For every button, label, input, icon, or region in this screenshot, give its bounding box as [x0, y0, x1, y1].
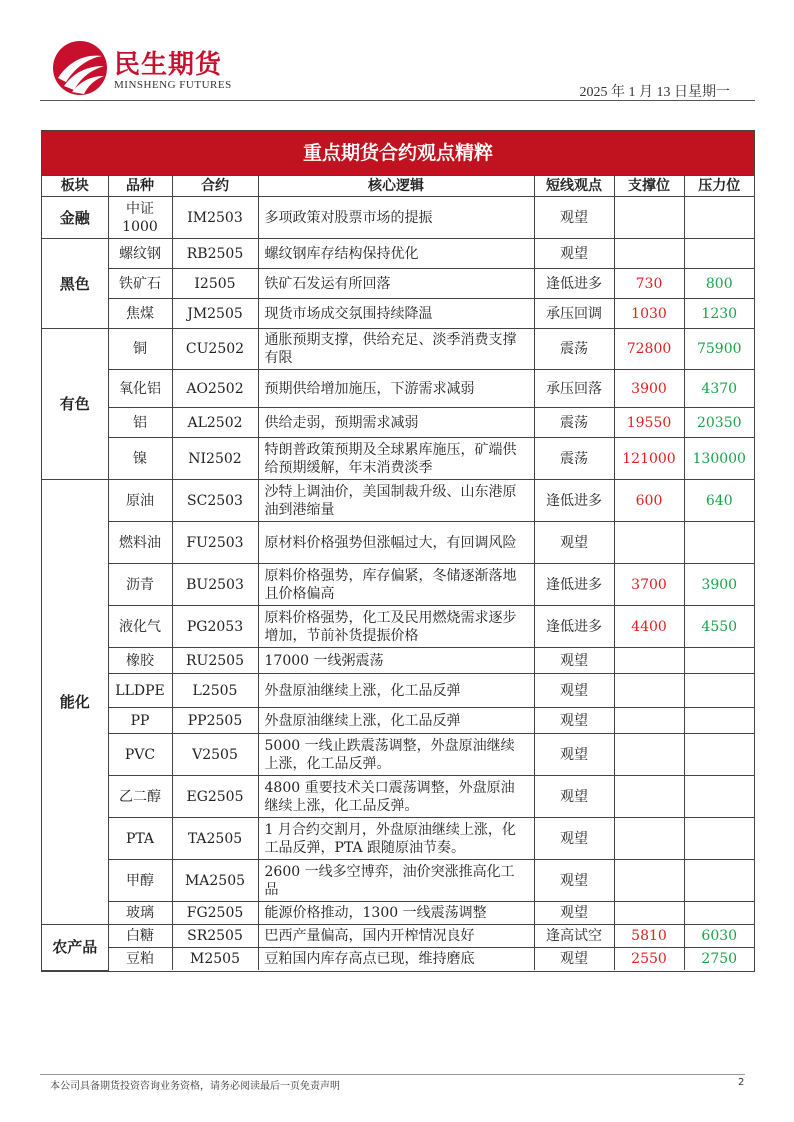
- resistance-cell: 4550: [684, 606, 754, 648]
- view-cell: 观望: [534, 522, 614, 564]
- table-row: [42, 708, 754, 734]
- table-row: [42, 860, 754, 902]
- footer-divider: [40, 1074, 745, 1075]
- variety-cell: 铝: [108, 408, 172, 438]
- variety-cell: 乙二醇: [108, 776, 172, 818]
- support-cell: 3700: [614, 564, 684, 606]
- logic-cell: 原料价格强势，化工及民用燃烧需求逐步增加，节前补货提振价格: [258, 606, 534, 648]
- variety-cell: 橡胶: [108, 648, 172, 674]
- table-row: [42, 299, 754, 329]
- logic-cell: 多项政策对股票市场的提振: [258, 197, 534, 239]
- variety-cell: 螺纹钢: [108, 239, 172, 269]
- logic-cell: 通胀预期支撑，供给充足、淡季消费支撑有限: [258, 329, 534, 370]
- resistance-cell: 130000: [684, 438, 754, 480]
- view-cell: 逢低进多: [534, 480, 614, 522]
- contract-cell: RU2505: [172, 648, 258, 674]
- resistance-cell: [684, 776, 754, 818]
- logic-cell: 4800 重要技术关口震荡调整，外盘原油继续上涨，化工品反弹。: [258, 776, 534, 818]
- view-cell: 承压回调: [534, 299, 614, 329]
- resistance-cell: [684, 734, 754, 776]
- view-cell: 观望: [534, 197, 614, 239]
- disclaimer: 本公司具备期货投资咨询业务资格，请务必阅读最后一页免责声明: [50, 1081, 340, 1092]
- variety-cell: 焦煤: [108, 299, 172, 329]
- table-row: [42, 239, 754, 269]
- col-header-sector: 板块: [42, 176, 108, 197]
- view-cell: 观望: [534, 776, 614, 818]
- contract-cell: SC2503: [172, 480, 258, 522]
- view-cell: 震荡: [534, 408, 614, 438]
- variety-cell: 沥青: [108, 564, 172, 606]
- view-cell: 观望: [534, 239, 614, 269]
- logic-cell: 铁矿石发运有所回落: [258, 269, 534, 299]
- contract-cell: FG2505: [172, 902, 258, 925]
- contract-cell: PG2053: [172, 606, 258, 648]
- resistance-cell: [684, 860, 754, 902]
- report-date: 2025 年 1 月 13 日星期一: [579, 85, 730, 100]
- table-title: 重点期货合约观点精粹: [42, 131, 754, 176]
- table-row: [42, 674, 754, 708]
- col-header-contract: 合约: [172, 176, 258, 197]
- support-cell: [614, 902, 684, 925]
- support-cell: [614, 197, 684, 239]
- variety-cell: 中证1000: [108, 197, 172, 239]
- resistance-cell: 20350: [684, 408, 754, 438]
- contract-cell: JM2505: [172, 299, 258, 329]
- table-row: [42, 818, 754, 860]
- resistance-cell: [684, 674, 754, 708]
- resistance-cell: 75900: [684, 329, 754, 370]
- support-cell: [614, 648, 684, 674]
- support-cell: 600: [614, 480, 684, 522]
- sector-cell: 金融: [42, 197, 108, 239]
- resistance-cell: 2750: [684, 948, 754, 971]
- sector-cell: 黑色: [42, 239, 108, 329]
- support-cell: [614, 818, 684, 860]
- resistance-cell: [684, 522, 754, 564]
- variety-cell: 铜: [108, 329, 172, 370]
- logic-cell: 2600 一线多空博弈，油价突涨推高化工品: [258, 860, 534, 902]
- logic-cell: 预期供给增加施压，下游需求减弱: [258, 370, 534, 408]
- col-header-view: 短线观点: [534, 176, 614, 197]
- support-cell: [614, 674, 684, 708]
- resistance-cell: 1230: [684, 299, 754, 329]
- variety-cell: 燃料油: [108, 522, 172, 564]
- contract-cell: IM2503: [172, 197, 258, 239]
- logic-cell: 能源价格推动，1300 一线震荡调整: [258, 902, 534, 925]
- resistance-cell: 4370: [684, 370, 754, 408]
- resistance-cell: [684, 818, 754, 860]
- variety-cell: 豆粕: [108, 948, 172, 971]
- view-cell: 观望: [534, 708, 614, 734]
- variety-cell: 甲醇: [108, 860, 172, 902]
- support-cell: 730: [614, 269, 684, 299]
- variety-cell: 玻璃: [108, 902, 172, 925]
- logic-cell: 巴西产量偏高，国内开榨情况良好: [258, 925, 534, 948]
- resistance-cell: 6030: [684, 925, 754, 948]
- support-cell: 3900: [614, 370, 684, 408]
- support-cell: 19550: [614, 408, 684, 438]
- variety-cell: 原油: [108, 480, 172, 522]
- logic-cell: 现货市场成交氛围持续降温: [258, 299, 534, 329]
- table-row: [42, 902, 754, 925]
- logic-cell: 5000 一线止跌震荡调整，外盘原油继续上涨，化工品反弹。: [258, 734, 534, 776]
- view-cell: 观望: [534, 948, 614, 971]
- table-row: [42, 925, 754, 948]
- view-cell: 承压回落: [534, 370, 614, 408]
- table-row: [42, 438, 754, 480]
- view-cell: 观望: [534, 674, 614, 708]
- table-row: [42, 480, 754, 522]
- table-row: [42, 408, 754, 438]
- variety-cell: LLDPE: [108, 674, 172, 708]
- col-header-resistance: 压力位: [684, 176, 754, 197]
- variety-cell: 铁矿石: [108, 269, 172, 299]
- contract-cell: AL2502: [172, 408, 258, 438]
- view-cell: 观望: [534, 818, 614, 860]
- logic-cell: 1 月合约交割月，外盘原油继续上涨，化工品反弹，PTA 跟随原油节奏。: [258, 818, 534, 860]
- contract-cell: M2505: [172, 948, 258, 971]
- logic-cell: 17000 一线粥震荡: [258, 648, 534, 674]
- resistance-cell: [684, 708, 754, 734]
- logic-cell: 外盘原油继续上涨，化工品反弹: [258, 708, 534, 734]
- view-cell: 观望: [534, 648, 614, 674]
- view-cell: 观望: [534, 902, 614, 925]
- sector-cell: 能化: [42, 480, 108, 925]
- resistance-cell: [684, 902, 754, 925]
- support-cell: 72800: [614, 329, 684, 370]
- support-cell: [614, 776, 684, 818]
- variety-cell: 白糖: [108, 925, 172, 948]
- futures-view-table: [42, 176, 754, 971]
- support-cell: 2550: [614, 948, 684, 971]
- col-header-logic: 核心逻辑: [258, 176, 534, 197]
- logic-cell: 供给走弱，预期需求减弱: [258, 408, 534, 438]
- support-cell: 1030: [614, 299, 684, 329]
- logic-cell: 沙特上调油价，美国制裁升级、山东港原油到港缩量: [258, 480, 534, 522]
- resistance-cell: [684, 239, 754, 269]
- contract-cell: V2505: [172, 734, 258, 776]
- table-row: [42, 522, 754, 564]
- view-cell: 观望: [534, 860, 614, 902]
- logic-cell: 豆粕国内库存高点已现，维持磨底: [258, 948, 534, 971]
- resistance-cell: 3900: [684, 564, 754, 606]
- resistance-cell: [684, 648, 754, 674]
- page-header: [0, 0, 794, 100]
- support-cell: 121000: [614, 438, 684, 480]
- resistance-cell: [684, 197, 754, 239]
- contract-cell: MA2505: [172, 860, 258, 902]
- sector-cell: 农产品: [42, 925, 108, 971]
- variety-cell: 氧化铝: [108, 370, 172, 408]
- variety-cell: 液化气: [108, 606, 172, 648]
- table-header-row: [42, 176, 754, 197]
- contract-cell: RB2505: [172, 239, 258, 269]
- resistance-cell: 640: [684, 480, 754, 522]
- support-cell: [614, 239, 684, 269]
- brand-name-en: MINSHENG FUTURES: [114, 79, 232, 91]
- contract-cell: FU2503: [172, 522, 258, 564]
- contract-cell: AO2502: [172, 370, 258, 408]
- table-row: [42, 329, 754, 370]
- contract-cell: CU2502: [172, 329, 258, 370]
- contract-cell: L2505: [172, 674, 258, 708]
- table-row: [42, 948, 754, 971]
- contract-cell: NI2502: [172, 438, 258, 480]
- variety-cell: PTA: [108, 818, 172, 860]
- logic-cell: 螺纹钢库存结构保持优化: [258, 239, 534, 269]
- variety-cell: 镍: [108, 438, 172, 480]
- view-cell: 震荡: [534, 438, 614, 480]
- logic-cell: 原料价格强势，库存偏紧，冬储逐渐落地且价格偏高: [258, 564, 534, 606]
- view-cell: 逢高试空: [534, 925, 614, 948]
- table-row: [42, 776, 754, 818]
- brand-name: 民生期货: [114, 50, 223, 80]
- sector-cell: 有色: [42, 329, 108, 480]
- contract-cell: BU2503: [172, 564, 258, 606]
- support-cell: [614, 522, 684, 564]
- table-row: [42, 197, 754, 239]
- table-row: [42, 370, 754, 408]
- contract-cell: SR2505: [172, 925, 258, 948]
- support-cell: 5810: [614, 925, 684, 948]
- contract-cell: I2505: [172, 269, 258, 299]
- view-cell: 震荡: [534, 329, 614, 370]
- table-row: [42, 269, 754, 299]
- col-header-variety: 品种: [108, 176, 172, 197]
- view-cell: 逢低进多: [534, 269, 614, 299]
- logic-cell: 原材料价格强势但涨幅过大，有回调风险: [258, 522, 534, 564]
- page-number: 2: [738, 1077, 745, 1088]
- logic-cell: 外盘原油继续上涨，化工品反弹: [258, 674, 534, 708]
- support-cell: [614, 860, 684, 902]
- futures-view-table-container: [41, 130, 755, 972]
- col-header-support: 支撑位: [614, 176, 684, 197]
- table-row: [42, 734, 754, 776]
- view-cell: 逢低进多: [534, 606, 614, 648]
- resistance-cell: 800: [684, 269, 754, 299]
- view-cell: 逢低进多: [534, 564, 614, 606]
- contract-cell: EG2505: [172, 776, 258, 818]
- minsheng-logo-icon: [52, 40, 108, 96]
- variety-cell: PP: [108, 708, 172, 734]
- support-cell: [614, 708, 684, 734]
- table-row: [42, 606, 754, 648]
- table-row: [42, 648, 754, 674]
- header-divider: [40, 100, 755, 101]
- view-cell: 观望: [534, 734, 614, 776]
- contract-cell: TA2505: [172, 818, 258, 860]
- support-cell: [614, 734, 684, 776]
- logic-cell: 特朗普政策预期及全球累库施压，矿端供给预期缓解，年末消费淡季: [258, 438, 534, 480]
- variety-cell: PVC: [108, 734, 172, 776]
- support-cell: 4400: [614, 606, 684, 648]
- contract-cell: PP2505: [172, 708, 258, 734]
- table-row: [42, 564, 754, 606]
